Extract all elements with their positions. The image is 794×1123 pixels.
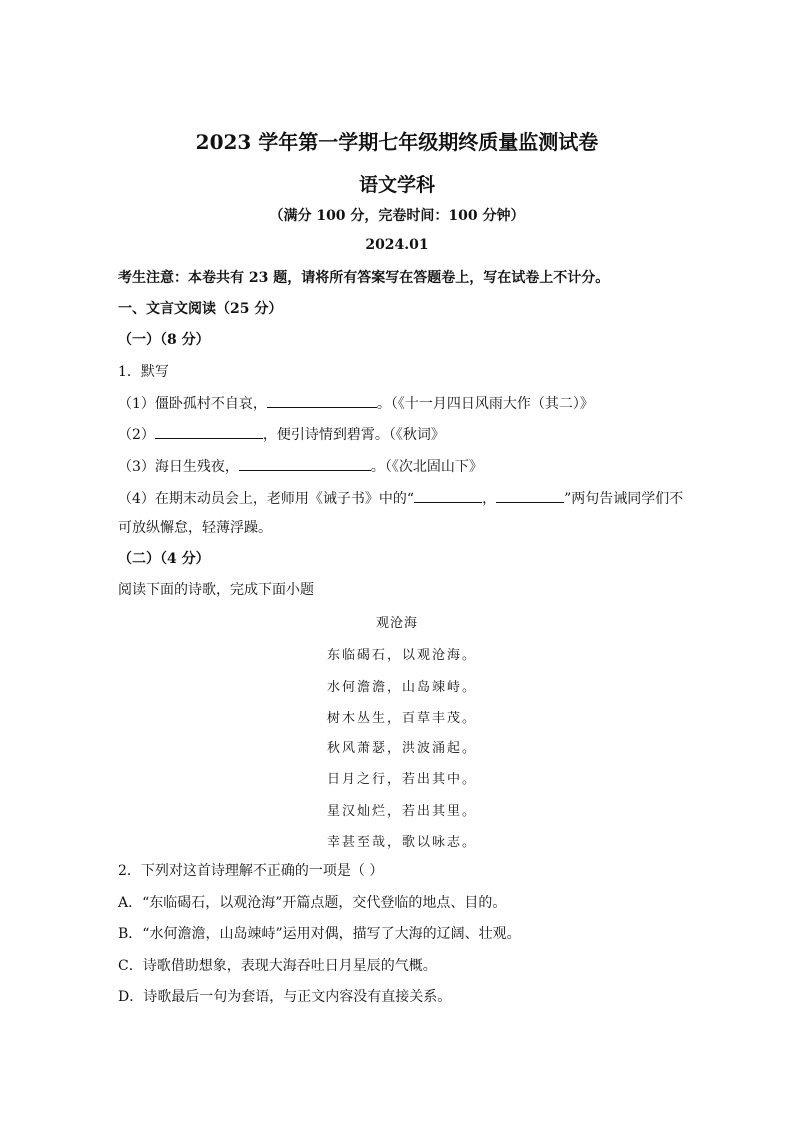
poem-title: 观沧海 bbox=[375, 616, 418, 631]
q1-item-2-suffix: ，便引诗情到碧霄。（《秋词》 bbox=[262, 427, 445, 443]
poem-line: 水何澹澹，山岛竦峙。 bbox=[327, 680, 478, 695]
q2-option-d: D．诗歌最后一句为套语，与正文内容没有直接关系。 bbox=[118, 989, 452, 1005]
q1-item-4-part-c: ”两句告诫同学们不 bbox=[564, 491, 684, 507]
q1-item-4 bbox=[118, 488, 683, 509]
answer-blank bbox=[267, 393, 377, 408]
q1-item-1 bbox=[118, 393, 594, 414]
q2-option-b: B．“水何澹澹，山岛竦峙”运用对偶，描写了大海的辽阔、壮观。 bbox=[118, 926, 521, 942]
q1-item-1-suffix: 。（《十一月四日风雨大作（其二）》 bbox=[376, 396, 594, 412]
poem-line: 幸甚至哉，歌以咏志。 bbox=[327, 835, 478, 850]
q1-item-3-prefix: （3）海日生残夜， bbox=[118, 459, 239, 475]
reading-instruction: 阅读下面的诗歌，完成下面小题 bbox=[118, 582, 314, 598]
poem-line: 日月之行，若出其中。 bbox=[327, 772, 478, 787]
poem-line: 星汉灿烂，若出其里。 bbox=[327, 804, 478, 819]
section1-heading: 一、文言文阅读（25 分） bbox=[118, 301, 283, 317]
poem-line: 东临碣石，以观沧海。 bbox=[327, 648, 478, 663]
answer-blank bbox=[414, 488, 482, 503]
exam-title: 2023 学年第一学期七年级期终质量监测试卷 bbox=[195, 130, 599, 154]
q2-stem: 2．下列对这首诗理解不正确的一项是（ ） bbox=[118, 863, 384, 879]
q2-option-c: C．诗歌借助想象，表现大海吞吐日月星辰的气概。 bbox=[118, 958, 437, 974]
q2-option-a: A．“东临碣石，以观沧海”开篇点题，交代登临的地点、目的。 bbox=[118, 895, 507, 911]
q1-item-1-prefix: （1）僵卧孤村不自哀， bbox=[118, 396, 267, 412]
score-info: （满分 100 分，完卷时间：100 分钟） bbox=[269, 208, 525, 224]
answer-blank bbox=[496, 488, 564, 503]
part2-heading: （二）（4 分） bbox=[118, 551, 210, 567]
q1-item-4-part-b: ， bbox=[482, 491, 497, 507]
answer-blank bbox=[155, 424, 263, 439]
subject-title: 语文学科 bbox=[358, 174, 435, 196]
q1-item-2-prefix: （2） bbox=[118, 427, 155, 443]
poem-line: 树木丛生，百草丰茂。 bbox=[327, 711, 478, 726]
poem-line: 秋风萧瑟，洪波涌起。 bbox=[327, 741, 478, 756]
q1-item-3 bbox=[118, 456, 483, 477]
q1-item-4-line2: 可放纵懈怠，轻薄浮躁。 bbox=[118, 520, 272, 536]
exam-date: 2024.01 bbox=[365, 237, 429, 253]
q1-item-3-suffix: 。（《次北固山下》 bbox=[370, 459, 483, 475]
q1-item-2 bbox=[118, 424, 445, 445]
answer-blank bbox=[239, 456, 371, 471]
q1-title: 1．默写 bbox=[118, 364, 169, 380]
part1-heading: （一）（8 分） bbox=[118, 332, 210, 348]
q1-item-4-part-a: （4）在期末动员会上，老师用《诫子书》中的“ bbox=[118, 491, 415, 507]
exam-notice: 考生注意：本卷共有 23 题，请将所有答案写在答题卷上，写在试卷上不计分。 bbox=[118, 270, 610, 286]
